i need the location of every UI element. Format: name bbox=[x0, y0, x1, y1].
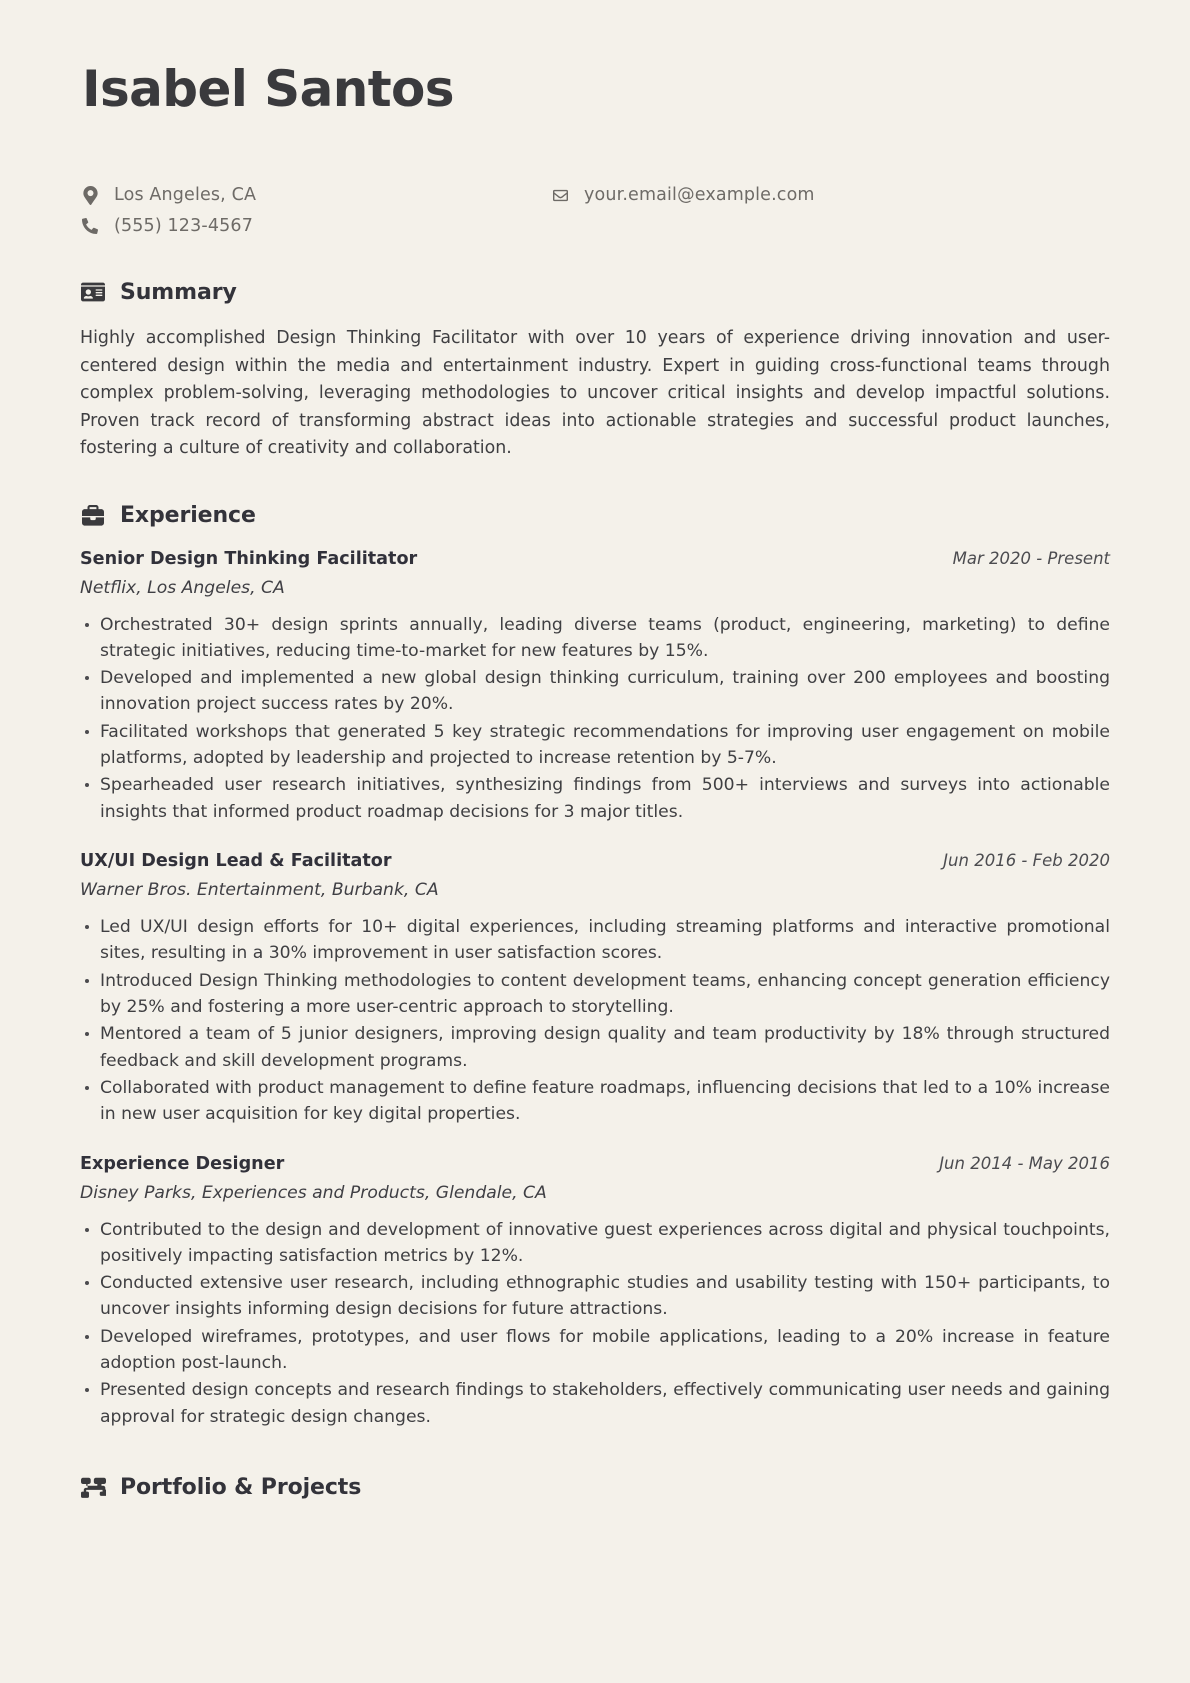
section-experience bbox=[80, 503, 1110, 1431]
experience-item bbox=[80, 549, 1110, 826]
contact-email-text: your.email@example.com bbox=[584, 185, 815, 205]
portfolio-heading bbox=[80, 1474, 1110, 1500]
job-title: Experience Designer bbox=[80, 1153, 285, 1174]
sitemap-icon bbox=[80, 1474, 106, 1500]
job-bullet: Facilitated workshops that generated 5 key strategic recommendations for improving user engagement on mobile platforms, adopted by leadership and projected to increase retention by 5-7%. bbox=[80, 719, 1110, 772]
summary-heading bbox=[80, 279, 1110, 305]
job-dates: Mar 2020 - Present bbox=[952, 548, 1110, 568]
job-dates: Jun 2014 - May 2016 bbox=[939, 1153, 1110, 1173]
job-title: UX/UI Design Lead & Facilitator bbox=[80, 851, 392, 871]
contact-email bbox=[550, 182, 815, 208]
portfolio-title: Portfolio & Projects bbox=[120, 1474, 362, 1500]
briefcase-icon bbox=[80, 503, 106, 529]
experience-heading bbox=[80, 503, 1110, 529]
phone-icon bbox=[80, 218, 100, 234]
experience-item-header bbox=[80, 1154, 1110, 1174]
job-dates: Jun 2016 - Feb 2020 bbox=[943, 851, 1110, 870]
experience-item-header bbox=[80, 549, 1110, 569]
summary-text: Highly accomplished Design Thinking Facilitator with over 10 years of experience driving innovation and user-centered design within the media and entertainment industry. Expert in guiding cross-functional teams through complex problem-solving, leveraging methodologies to uncover critical insights and develop impactful solutions. Proven track record of transforming abstract ideas into actionable strategies and successful product launches, fostering a culture of creativity and collaboration. bbox=[80, 328, 1110, 458]
job-bullet: Led UX/UI design efforts for 10+ digital experiences, including streaming platforms and interactive promotional sites, resulting in a 30% improvement in user satisfaction scores. bbox=[80, 914, 1110, 967]
job-bullet: Developed wireframes, prototypes, and user flows for mobile applications, leading to a 20% increase in feature adoption post-launch. bbox=[80, 1324, 1110, 1377]
experience-item-header bbox=[80, 851, 1110, 871]
contact-phone-text: (555) 123-4567 bbox=[114, 216, 253, 236]
job-company: Disney Parks, Experiences and Products, Glendale, CA bbox=[80, 1182, 547, 1203]
envelope-icon bbox=[550, 188, 570, 203]
job-bullets bbox=[80, 612, 1110, 826]
job-bullet: Presented design concepts and research findings to stakeholders, effectively communicating user needs and gaining approval for strategic design changes. bbox=[80, 1377, 1110, 1430]
id-card-icon bbox=[80, 279, 106, 305]
section-summary bbox=[80, 279, 1110, 463]
job-bullets bbox=[80, 914, 1110, 1128]
contact-column-right bbox=[550, 182, 815, 208]
experience-title: Experience bbox=[120, 503, 256, 528]
page-title: Isabel Santos bbox=[82, 60, 454, 118]
contact-block bbox=[80, 182, 1110, 239]
contact-location-text: Los Angeles, CA bbox=[114, 185, 257, 205]
job-bullet: Collaborated with product management to define feature roadmaps, influencing decisions that led to a 10% increase in new user acquisition for key digital properties. bbox=[80, 1075, 1110, 1128]
section-portfolio bbox=[80, 1474, 1110, 1500]
job-bullet: Contributed to the design and development of innovative guest experiences across digital and physical touchpoints, positively impacting satisfaction metrics by 12%. bbox=[80, 1217, 1110, 1270]
job-bullet: Spearheaded user research initiatives, synthesizing findings from 500+ interviews and surveys into actionable insights that informed product roadmap decisions for 3 major titles. bbox=[80, 772, 1110, 825]
experience-item bbox=[80, 851, 1110, 1128]
experience-item bbox=[80, 1154, 1110, 1431]
contact-column-left bbox=[80, 182, 550, 239]
job-bullet: Developed and implemented a new global design thinking curriculum, training over 200 employees and boosting innovation project success rates by 20%. bbox=[80, 665, 1110, 718]
job-company: Warner Bros. Entertainment, Burbank, CA bbox=[80, 880, 439, 900]
job-company: Netflix, Los Angeles, CA bbox=[80, 577, 285, 598]
summary-title: Summary bbox=[120, 279, 237, 305]
job-bullet: Introduced Design Thinking methodologies to content development teams, enhancing concept generation efficiency by 25% and fostering a more user-centric approach to storytelling. bbox=[80, 968, 1110, 1021]
job-title: Senior Design Thinking Facilitator bbox=[80, 548, 418, 569]
contact-phone bbox=[80, 213, 550, 239]
contact-location bbox=[80, 182, 550, 208]
job-bullet: Conducted extensive user research, including ethnographic studies and usability testing with 150+ participants, to uncover insights informing design decisions for future attractions. bbox=[80, 1270, 1110, 1323]
job-bullet: Orchestrated 30+ design sprints annually, leading diverse teams (product, engineering, marketing) to define strategic initiatives, reducing time-to-market for new features by 15%. bbox=[80, 612, 1110, 665]
map-pin-icon bbox=[80, 186, 100, 205]
job-bullets bbox=[80, 1217, 1110, 1431]
job-bullet: Mentored a team of 5 junior designers, improving design quality and team productivity by 18% through structured feedback and skill development programs. bbox=[80, 1021, 1110, 1074]
